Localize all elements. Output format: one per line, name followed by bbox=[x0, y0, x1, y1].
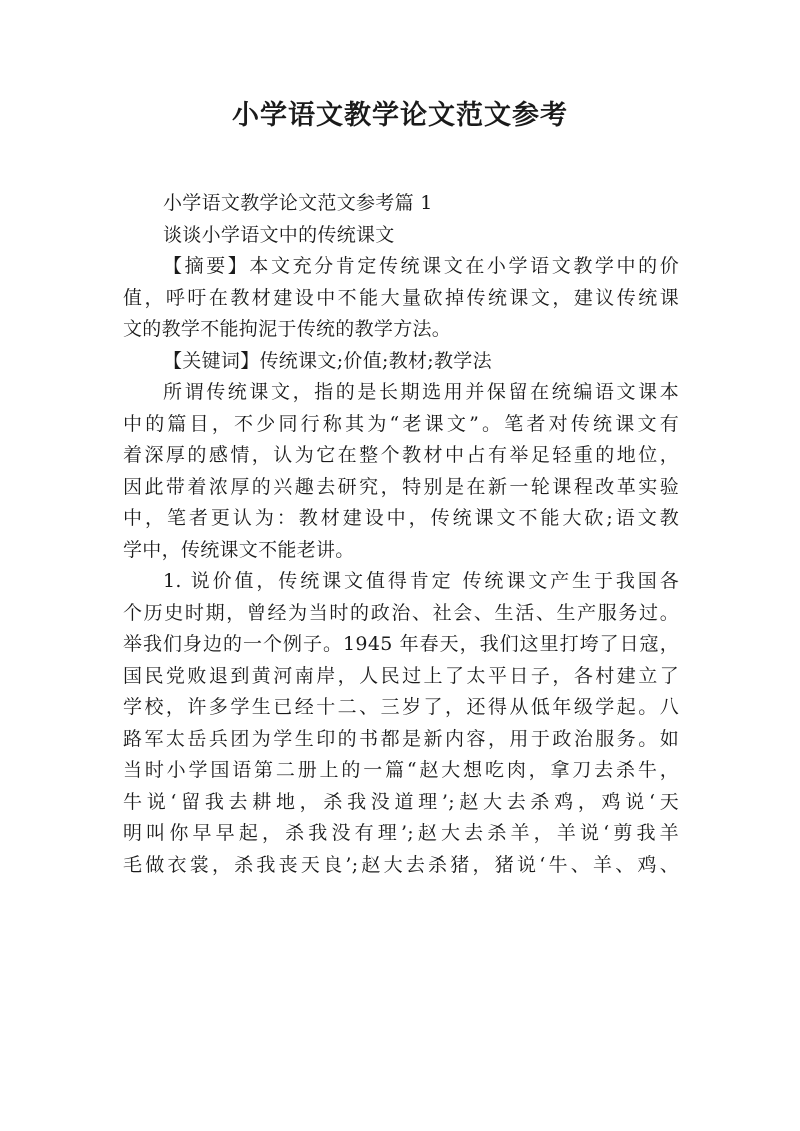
intro-line: 学中，传统课文不能老讲。 bbox=[123, 538, 355, 561]
intro-line: 所谓传统课文，指的是长期选用并保留在统编语文课本 bbox=[163, 381, 679, 403]
section1-line: 路军太岳兵团为学生印的书都是新内容，用于政治服务。如 bbox=[123, 727, 679, 750]
section1-line: 国民党败退到黄河南岸，人民过上了太平日子，各村建立了 bbox=[123, 664, 679, 687]
abstract-line: 值，呼吁在教材建设中不能大量砍掉传统课文，建议传统课 bbox=[123, 286, 679, 309]
section1-line: 牛说‘留我去耕地，杀我没道理’;赵大去杀鸡，鸡说‘天 bbox=[123, 790, 679, 813]
intro-line: 着深厚的感情，认为它在整个教材中占有举足轻重的地位， bbox=[123, 444, 679, 466]
intro-line: 中，笔者更认为：教材建设中，传统课文不能大砍;语文教 bbox=[123, 507, 679, 529]
article-title: 谈谈小学语文中的传统课文 bbox=[163, 223, 395, 246]
section1-line: 明叫你早早起，杀我没有理’;赵大去杀羊，羊说‘剪我羊 bbox=[123, 822, 679, 844]
document-body bbox=[123, 188, 679, 881]
section1-line: 当时小学国语第二册上的一篇“赵大想吃肉，拿刀去杀牛， bbox=[123, 759, 679, 781]
section1-line: 个历史时期，曾经为当时的政治、社会、生活、生产服务过。 bbox=[123, 601, 679, 624]
abstract-line: 【摘要】本文充分肯定传统课文在小学语文教学中的价 bbox=[163, 255, 679, 277]
intro-line: 中的篇目，不少同行称其为“老课文”。笔者对传统课文有 bbox=[123, 412, 679, 435]
keywords-line: 【关键词】传统课文;价值;教材;教学法 bbox=[163, 349, 492, 372]
abstract-line: 文的教学不能拘泥于传统的教学方法。 bbox=[123, 318, 452, 340]
section-heading: 小学语文教学论文范文参考篇 1 bbox=[163, 192, 433, 214]
document-title: 小学语文教学论文范文参考 bbox=[232, 100, 568, 131]
section1-line: 毛做衣裳，杀我丧天良’;赵大去杀猪，猪说‘牛、羊、鸡、 bbox=[123, 853, 679, 876]
section1-line: 举我们身边的一个例子。1945 年春天，我们这里打垮了日寇， bbox=[123, 633, 679, 655]
section1-line: 学校，许多学生已经十二、三岁了，还得从低年级学起。八 bbox=[123, 696, 679, 718]
section1-line: 1. 说价值，传统课文值得肯定 传统课文产生于我国各 bbox=[163, 570, 679, 592]
intro-line: 因此带着浓厚的兴趣去研究，特别是在新一轮课程改革实验 bbox=[123, 475, 679, 498]
